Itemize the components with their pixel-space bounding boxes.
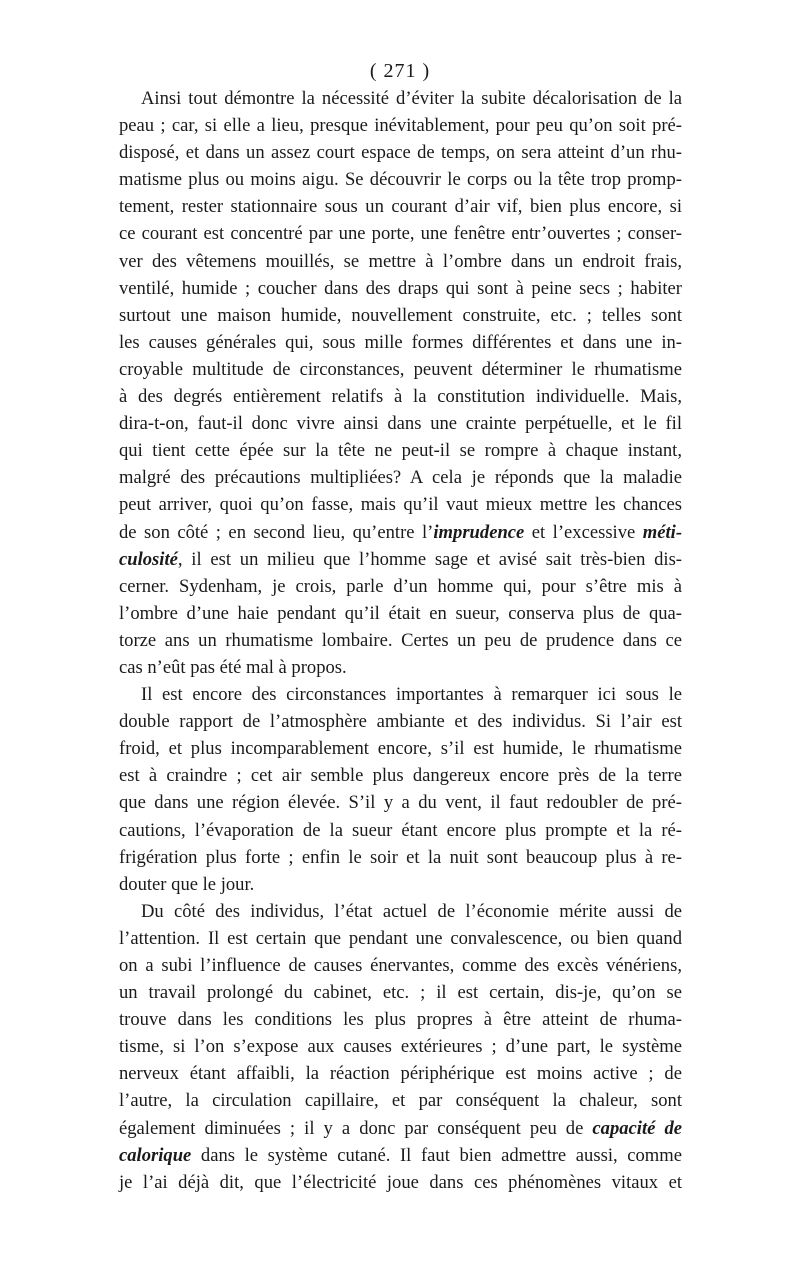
text-line: tisme, si l’on s’expose aux causes extérieures ; d’une part, le système (119, 1036, 682, 1058)
text-line: croyable multitude de circonstances, peuvent déterminer le rhumatisme (119, 358, 682, 380)
text-line: l’autre, la circulation capillaire, et par conséquent la chaleur, sont (119, 1090, 682, 1112)
text-line: on a subi l’influence de causes énervantes, comme des excès vénériens, (119, 955, 682, 976)
text-line: double rapport de l’atmosphère ambiante et des individus. Si l’air est (119, 711, 682, 733)
text-line: est à craindre ; cet air semble plus dangereux encore près de la terre (119, 765, 682, 787)
text-line: matisme plus ou moins aigu. Se découvrir le corps ou la tête trop promp- (119, 169, 682, 191)
text-line: cas n’eût pas été mal à propos. (119, 656, 347, 678)
text-line: l’ombre d’une haie pendant qu’il était en sueur, conserva plus de qua- (119, 602, 682, 624)
text-line: les causes générales qui, sous mille formes différentes et dans une in- (119, 331, 682, 353)
text-line: à des degrés entièrement relatifs à la constitution individuelle. Mais, (119, 386, 682, 408)
text-line: froid, et plus incomparablement encore, s’il est humide, le rhumatisme (119, 738, 682, 760)
text-line: peau ; car, si elle a lieu, presque inévitablement, pour peu qu’on soit pré- (119, 115, 682, 137)
text-line: Du côté des individus, l’état actuel de l’économie mérite aussi de (141, 900, 682, 922)
text-line: cautions, l’évaporation de la sueur étant encore plus prompte et la ré- (119, 819, 682, 841)
text-line: Il est encore des circonstances importantes à remarquer ici sous le (141, 684, 682, 706)
text-line: ventilé, humide ; coucher dans des draps qui sont à peine secs ; habiter (119, 277, 682, 299)
text-line: nerveux étant affaibli, la réaction périphérique est moins active ; de (119, 1063, 682, 1085)
text-line: dira-t-on, faut-il donc vivre ainsi dans une crainte perpétuelle, et le fil (119, 413, 682, 435)
text-line: culosité, il est un milieu que l’homme sage et avisé sait très-bien dis- (119, 548, 682, 570)
text-line: l’attention. Il est certain que pendant une convalescence, ou bien quand (119, 927, 682, 949)
text-line: calorique dans le système cutané. Il faut bien admettre aussi, comme (119, 1144, 682, 1166)
text-line: torze ans un rhumatisme lombaire. Certes un peu de prudence dans ce (119, 629, 682, 651)
paragraph-2 (119, 681, 682, 898)
paragraph-1 (119, 85, 682, 681)
page-number: ( 271 ) (369, 60, 431, 82)
text-line: Ainsi tout démontre la nécessité d’éviter la subite décalorisation de la (141, 88, 682, 109)
text-line: un travail prolongé du cabinet, etc. ; il est certain, dis-je, qu’on se (119, 982, 682, 1004)
text-line: frigération plus forte ; enfin le soir et la nuit sont beaucoup plus à re- (119, 846, 682, 868)
text-line: trouve dans les conditions les plus propres à être atteint de rhuma- (119, 1009, 682, 1031)
paragraph-3 (119, 898, 682, 1196)
text-line: disposé, et dans un assez court espace de temps, on sera atteint d’un rhu- (119, 142, 682, 164)
text-line: tement, rester stationnaire sous un courant d’air vif, bien plus encore, si (119, 196, 682, 218)
text-line: cerner. Sydenham, je crois, parle d’un homme qui, pour s’être mis à (119, 575, 682, 597)
text-line: peut arriver, quoi qu’on fasse, mais qu’il vaut mieux mettre les chances (119, 494, 682, 516)
text-line: qui tient cette épée sur la tête ne peut-il se rompre à chaque instant, (119, 440, 682, 462)
text-line: également diminuées ; il y a donc par conséquent peu de capacité de (119, 1117, 682, 1139)
text-line: que dans une région élevée. S’il y a du vent, il faut redoubler de pré- (119, 792, 682, 814)
text-line: ver des vêtemens mouillés, se mettre à l’ombre dans un endroit frais, (119, 250, 682, 272)
text-line: je l’ai déjà dit, que l’électricité joue dans ces phénomènes vitaux et (119, 1171, 682, 1193)
text-line: de son côté ; en second lieu, qu’entre l’imprudence et l’excessive méti- (119, 521, 683, 543)
text-line: douter que le jour. (119, 873, 255, 895)
body-text (119, 85, 682, 1196)
text-line: ce courant est concentré par une porte, une fenêtre entr’ouvertes ; conser- (119, 223, 682, 245)
text-line: surtout une maison humide, nouvellement construite, etc. ; telles sont (119, 304, 682, 326)
text-line: malgré des précautions multipliées? A cela je réponds que la maladie (119, 467, 682, 489)
